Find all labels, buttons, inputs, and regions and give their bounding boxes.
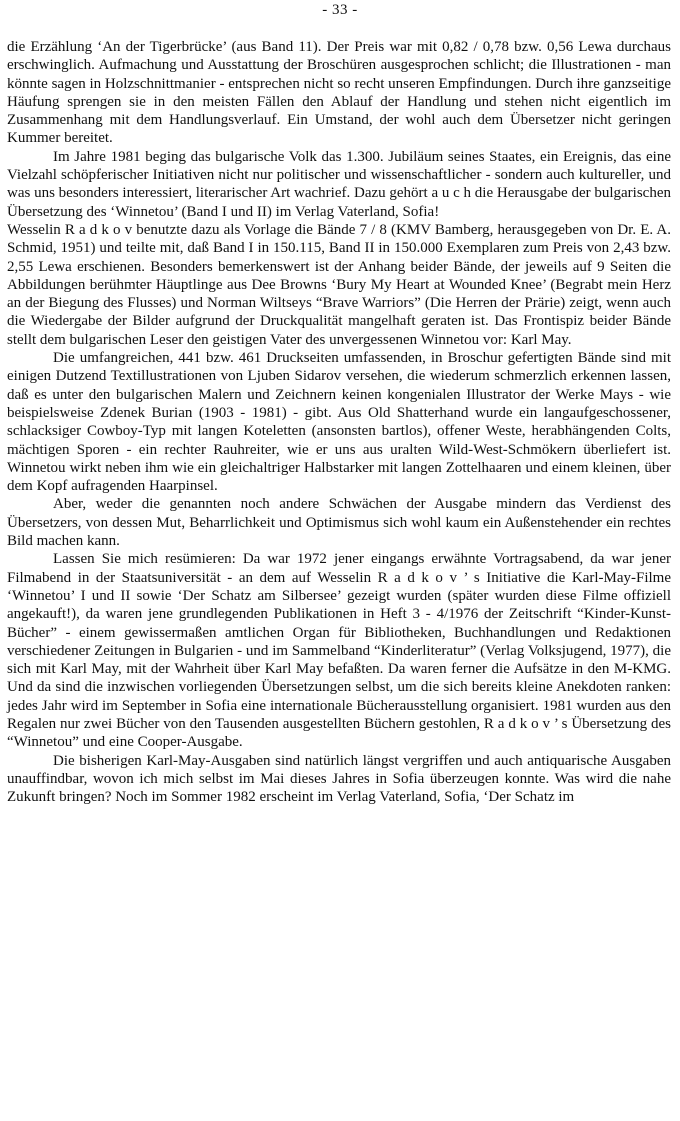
paragraph-4: Die umfangreichen, 441 bzw. 461 Druckseiten umfassenden, in Broschur gefertigten Bände sind mit einigen Dutzend Textillustrationen von Ljuben Sidarov versehen, die wiederum schmerzlich erkennen lassen, daß es unter den bulgarischen Malern und Zeichnern keinen kongenialen Illustrator der Werke Mays - wie beispielsweise Zdenek Burian (1903 - 1981) - gibt. Aus Old Shatterhand wurde ein langaufgeschossener, schlacksiger Cowboy-Typ mit langen Koteletten (ansonsten bartlos), offener Weste, herabhängenden Colts, mächtigen Sporen - ein rechter Rauhreiter, wie er uns aus uralten Wild-West-Schmökern überliefert ist. Winnetou wirkt neben ihm wie ein gleichaltriger Halbstarker mit langen Zottelhaaren und einem kleinen, über dem Kopf aufragenden Haarpinsel. [7, 350, 671, 495]
paragraph-2: Im Jahre 1981 beging das bulgarische Volk das 1.300. Jubiläum seines Staates, ein Ereignis, das eine Vielzahl schöpferischer Initiativen nicht nur politischer und wissenschaftlicher - sondern auch kultureller, und was uns besonders interessiert, literarischer Art wachrief. Dazu gehört a u c h die Herausgabe der bulgarischen Übersetzung des ‘Winnetou’ (Band I und II) im Verlag Vaterland, Sofia! [7, 148, 671, 220]
paragraph-7: Die bisherigen Karl-May-Ausgaben sind natürlich längst vergriffen und auch antiquarische Ausgaben unauffindbar, wovon ich mich selbst im Mai dieses Jahres in Sofia überzeugen konnte. Was wird die nahe Zukunft bringen? Noch im Sommer 1982 erscheint im Verlag Vaterland, Sofia, ‘Der Schatz im [7, 752, 671, 806]
article-body [7, 38, 671, 806]
paragraph-5: Aber, weder die genannten noch andere Schwächen der Ausgabe mindern das Verdienst des Übersetzers, von dessen Mut, Beharrlichkeit und Optimismus sich wohl kaum ein Außenstehender ein rechtes Bild machen kann. [7, 496, 671, 550]
paragraph-1: die Erzählung ‘An der Tigerbrücke’ (aus Band 11). Der Preis war mit 0,82 / 0,78 bzw. 0,56 Lewa durchaus erschwinglich. Aufmachung und Ausstattung der Broschüren ausgesprochen schlicht; die Illustrationen - man könnte sagen in Holzschnittmanier - entsprechen nicht so recht unseren Empfindungen. Durch ihre ganzseitige Häufung sprengen sie in den meisten Fällen den Ablauf der Handlung und stehen nicht eigentlich im Zusammenhang mit dem Handlungsverlauf. Ein Umstand, der wohl auch dem Übersetzer nicht geringen Kummer bereitet. [7, 39, 671, 147]
paragraph-6: Lassen Sie mich resümieren: Da war 1972 jener eingangs erwähnte Vortragsabend, da war jener Filmabend in der Staatsuniversität - an dem auf Wesselin R a d k o v ’ s Initiative die Karl-May-Filme ‘Winnetou’ I und II sowie ‘Der Schatz am Silbersee’ gezeigt wurden (später wurden diese Filme offiziell angekauft!), da waren jene grundlegenden Publikationen in Heft 3 - 4/1976 der Zeitschrift “Kinder-Kunst-Bücher” - einem gewissermaßen amtlichen Organ für Bibliotheken, Buchhandlungen und Redaktionen verschiedener Zeitungen in Bulgarien - und im Sammelband “Kinderliteratur” (Verlag Volksjugend, 1977), die sich mit Karl May, mit der Wahrheit über Karl May befaßten. Da waren ferner die Aufsätze in den M-KMG. Und da sind die inzwischen vorliegenden Übersetzungen selbst, um die sich bereits kleine Anekdoten ranken: jedes Jahr wird im September in Sofia eine internationale Bücherausstellung organisiert. 1981 wurden aus den Regalen nur zwei Bücher von den Tausenden ausgestellten Büchern gestohlen, R a d k o v ’ s Übersetzung des “Winnetou” und eine Cooper-Ausgabe. [7, 551, 671, 751]
page-number: - 33 - [322, 2, 358, 18]
paragraph-3: Wesselin R a d k o v benutzte dazu als Vorlage die Bände 7 / 8 (KMV Bamberg, herausgegeben von Dr. E. A. Schmid, 1951) und teilte mit, daß Band I in 150.115, Band II in 150.000 Exemplaren zum Preis von 2,43 bzw. 2,55 Lewa erschienen. Besonders bemerkenswert ist der Anhang beider Bände, der jeweils auf 9 Seiten die Abbildungen berühmter Häuptlinge aus Dee Browns ‘Bury My Heart at Wounded Knee’ (Begrabt mein Herz an der Biegung des Flusses) und Norman Wiltseys “Brave Warriors” (Die Herren der Prärie) zeigt, wenn auch die Wiedergabe der Bilder aufgrund der Druckqualität mangelhaft geraten ist. Das Frontispiz beider Bände stellt dem bulgarischen Leser den geistigen Vater des unvergessenen Winnetou vor: Karl May. [7, 221, 671, 348]
